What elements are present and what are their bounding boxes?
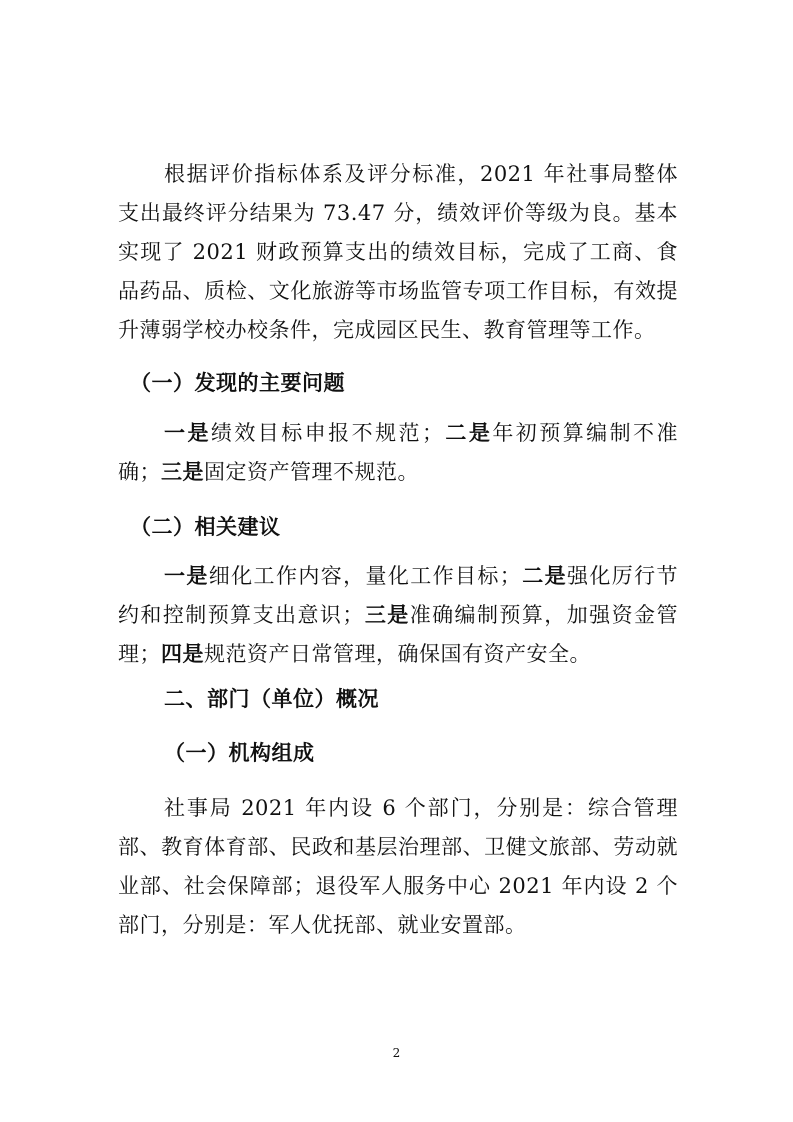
org-paragraph: 社事局 2021 年内设 6 个部门，分别是：综合管理部、教育体育部、民政和基层治理部、卫健文旅部、劳动就业部、社会保障部；退役军人服务中心 2021 年内设 2 个部门，分别是：军人优抚部、就业安置部。 <box>118 796 678 937</box>
suggestion-text-1: 细化工作内容，量化工作目标； <box>208 564 522 588</box>
problems-paragraph <box>118 414 678 492</box>
problem-text-2: 年初预算编制不准确； <box>118 421 679 484</box>
suggestion-lead-3: 三是 <box>363 603 410 627</box>
suggestion-text-3: 准确编制预算，加强资金管理； <box>118 603 678 666</box>
suggestion-text-4: 规范资产日常管理，确保国有资产安全。 <box>204 642 591 666</box>
suggestion-lead-2: 二是 <box>521 564 567 588</box>
problem-lead-1: 一是 <box>164 421 211 445</box>
summary-paragraph: 根据评价指标体系及评分标准，2021 年社事局整体支出最终评分结果为 73.47 分，绩效评价等级为良。基本实现了 2021 财政预算支出的绩效目标，完成了工商、食品药品、质检、文化旅游等市场监管专项工作目标，有效提升薄弱学校办校条件，完成园区民生、教育管理等工作。 <box>118 162 678 342</box>
problem-text-3: 固定资产管理不规范。 <box>204 460 419 484</box>
suggestion-lead-4: 四是 <box>161 642 204 666</box>
page-number: 2 <box>392 1046 401 1060</box>
heading-org: （一）机构组成 <box>164 741 315 765</box>
section-two-heading: 二、部门（单位）概况 <box>164 687 379 711</box>
problem-lead-2: 二是 <box>443 421 493 445</box>
heading-suggestions: （二）相关建议 <box>130 515 281 539</box>
problem-lead-3: 三是 <box>161 460 204 484</box>
suggestion-lead-1: 一是 <box>164 564 209 588</box>
heading-problems: （一）发现的主要问题 <box>130 371 345 395</box>
suggestions-paragraph <box>118 557 678 674</box>
problem-text-1: 绩效目标申报不规范； <box>210 421 444 445</box>
suggestion-text-2: 强化厉行节约和控制预算支出意识； <box>118 564 679 627</box>
